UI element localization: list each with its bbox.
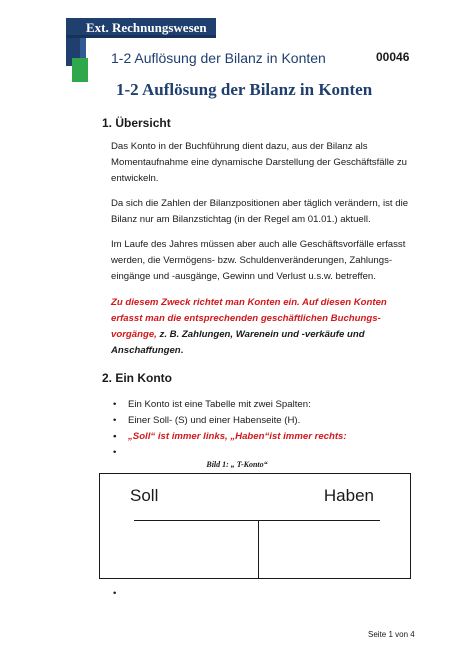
list-item: • Einer Soll- (S) und einer Habenseite (H).	[111, 413, 411, 429]
logo-shadow	[80, 38, 86, 58]
section-heading-overview: 1. Übersicht	[102, 116, 171, 130]
page-title: 1-2 Auflösung der Bilanz in Konten	[116, 80, 373, 99]
haben-label: Haben	[323, 486, 374, 505]
list-item-empty	[111, 445, 411, 461]
t-account-diagram	[99, 473, 411, 579]
list-item: • Ein Konto ist eine Tabelle mit zwei Spalten:	[111, 397, 411, 413]
logo-banner: Ext. Rechnungswesen	[66, 18, 216, 38]
paragraph-intro: Das Konto in der Buchführung dient dazu, aus der Bilanz als Momentaufnahme eine dynamische Darstellung der Geschäftsfälle zu entwickeln.	[111, 141, 407, 184]
list-item-highlight: • „Soll“ ist immer links, „Haben“ist immer rechts:	[111, 429, 411, 445]
section-heading-account: 2. Ein Konto	[102, 371, 172, 385]
logo-green-block	[72, 58, 88, 82]
page-number: Seite 1 von 4	[368, 630, 415, 639]
period: .	[180, 345, 184, 356]
paragraph-transactions: Im Laufe des Jahres müssen aber auch alle Geschäftsvorfälle erfasst werden, die Vermögens- bzw. Schuldenveränderungen, Zahlungs-eingänge und -ausgänge, Gewinn und Verlust u.s.w. betreffen.	[111, 239, 406, 282]
figure-caption: Bild 1: „ T-Konto“	[206, 460, 268, 469]
soll-label: Soll	[130, 486, 159, 505]
paragraph-balance-date: Da sich die Zahlen der Bilanzpositionen aber täglich verändern, ist die Bilanz nur am Bilanzstichtag (in der Regel am 01.01.) aktuell.	[111, 198, 409, 225]
header-title: 1-2 Auflösung der Bilanz in Konten	[111, 50, 326, 66]
account-bullet-list	[111, 397, 411, 461]
paragraph-purpose-highlight	[111, 295, 411, 359]
document-number: 00046	[376, 50, 410, 64]
t-account-vertical-line	[258, 520, 259, 578]
bullet-marker: •	[113, 588, 117, 599]
examples-text: z. B. Zahlungen, Warenein und -verkäufe und Anschaffungen	[111, 329, 365, 356]
highlight-text: Zu diesem Zweck richtet man Konten ein. Auf diesen Konten erfasst man die entsprechenden geschäftlichen Buchungs-vorgänge,	[111, 297, 387, 340]
t-account-horizontal-line	[134, 520, 380, 521]
